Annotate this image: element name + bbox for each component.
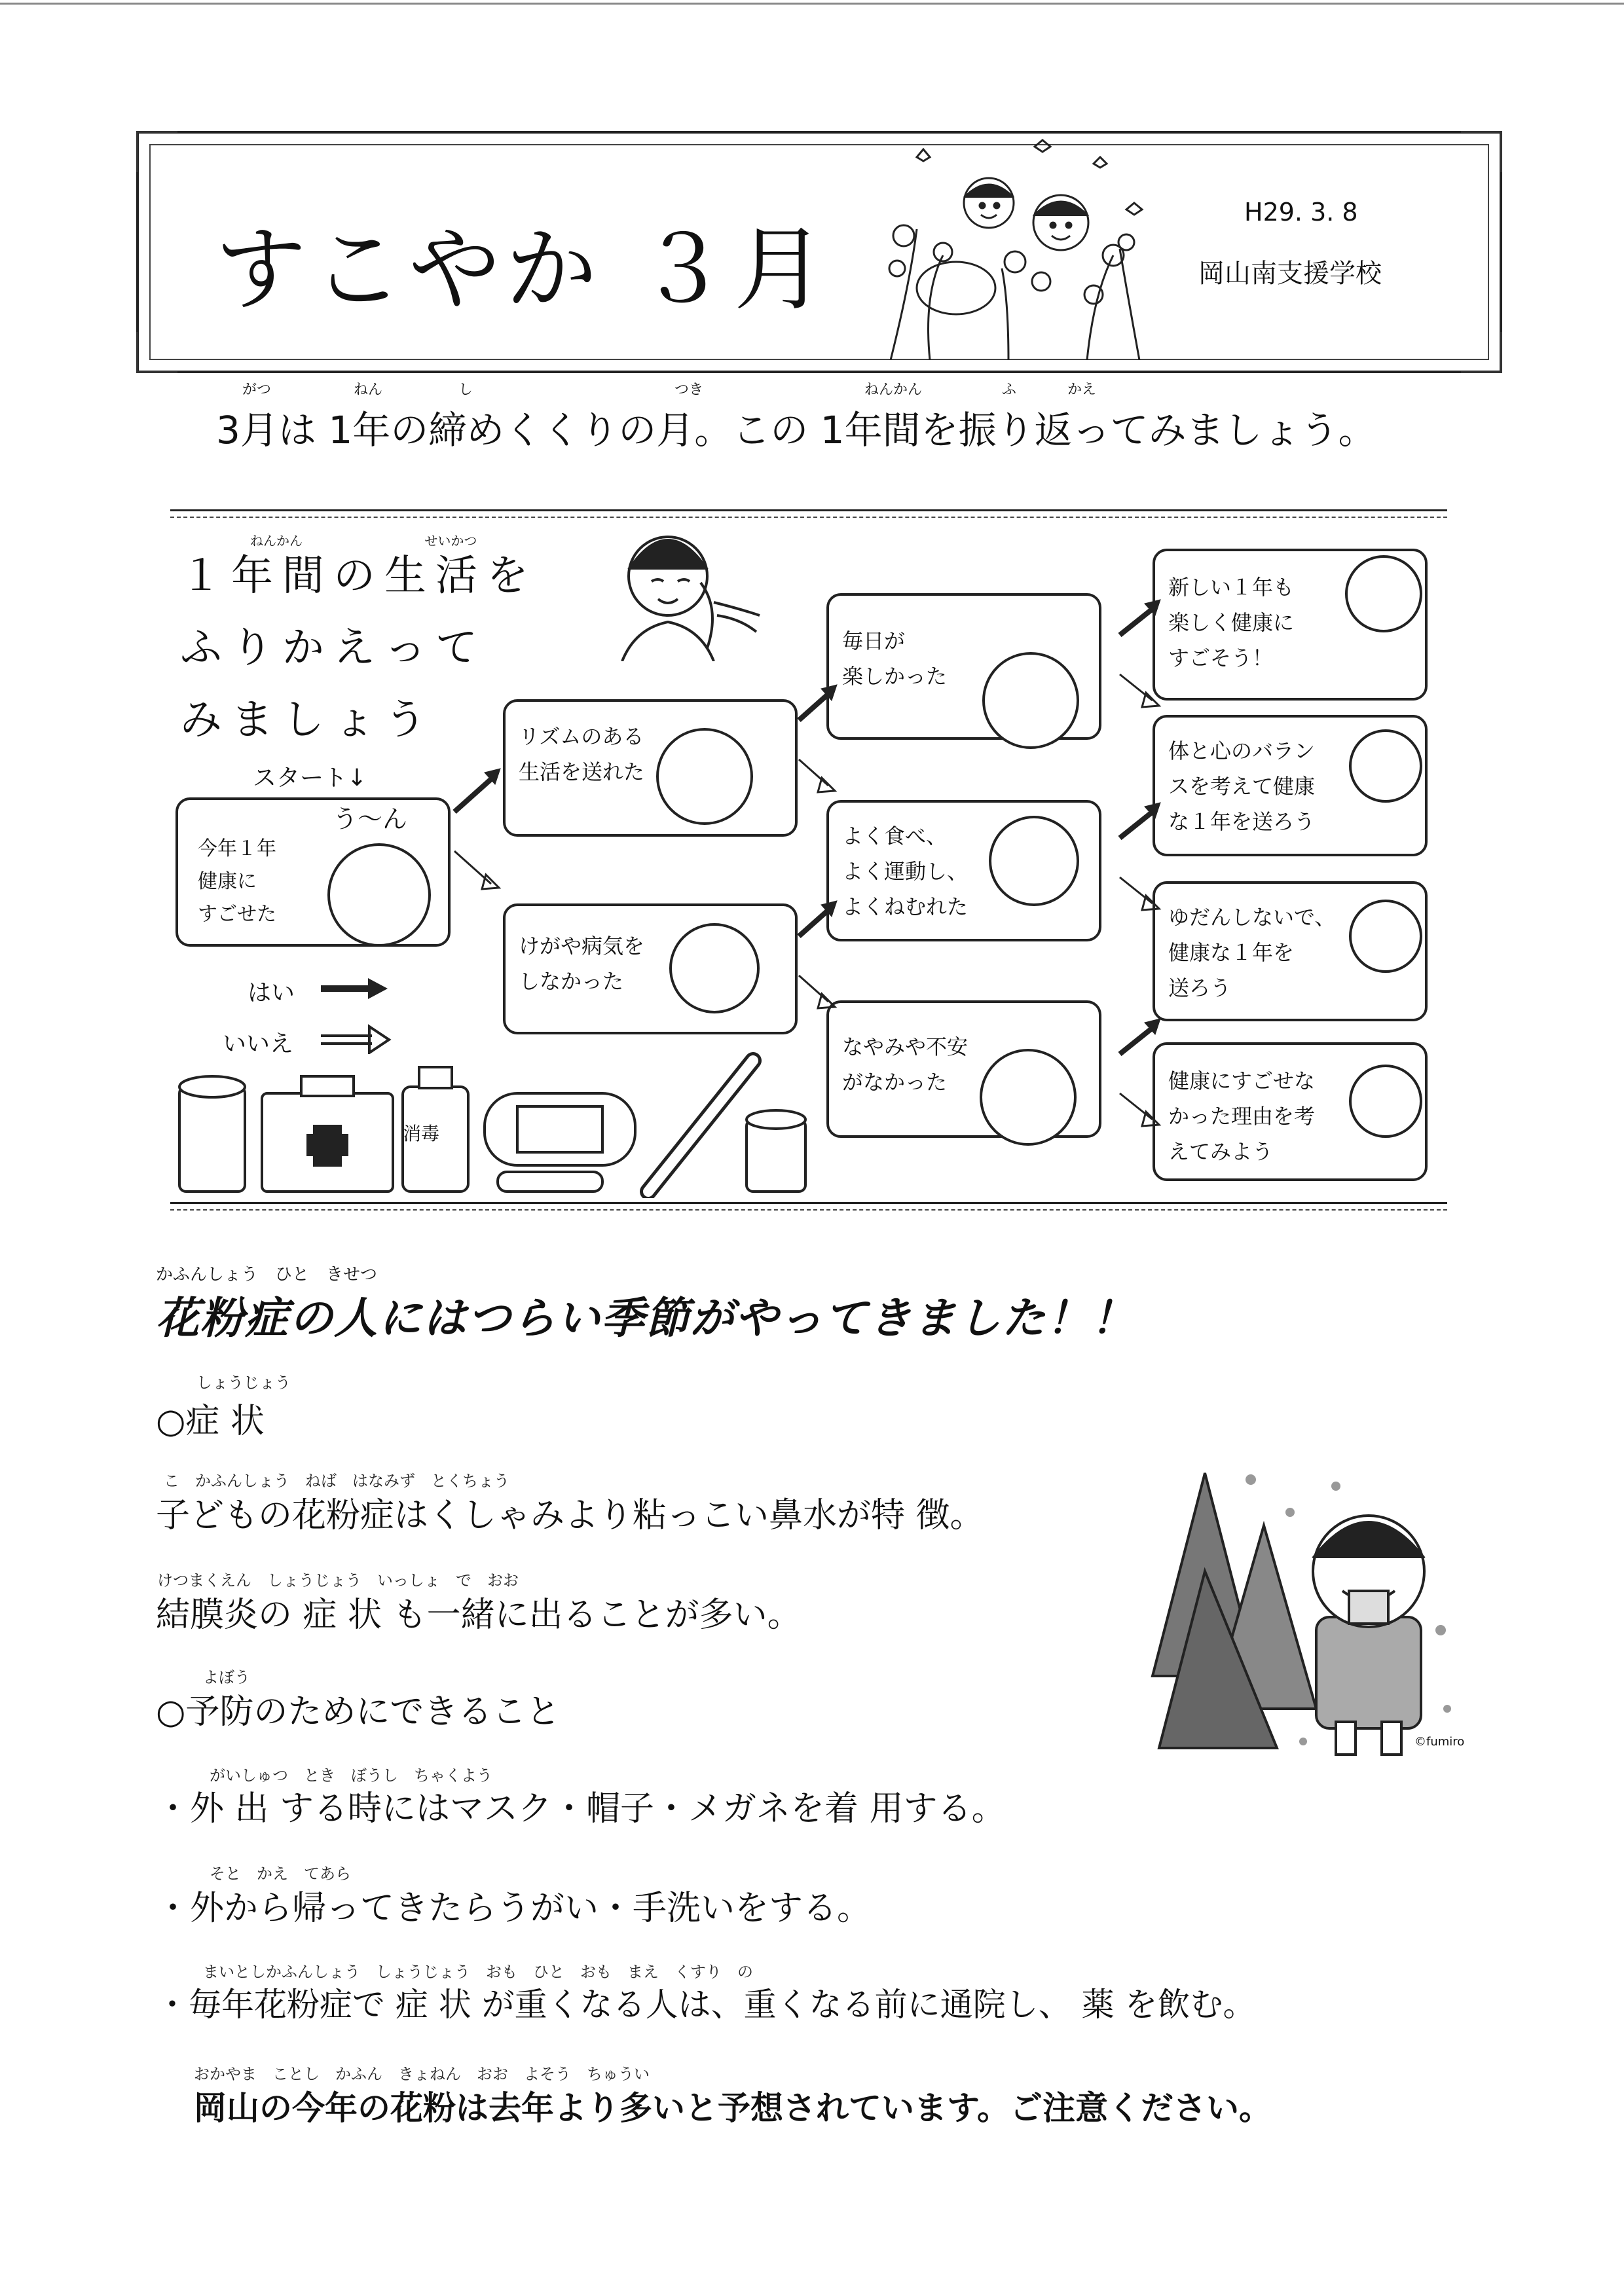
box-line: しなかった — [519, 969, 624, 994]
prevention-item: ・毎年花粉症で 症 状 が重くなる人は、重くなる前に通院し、 薬 を飲む。 — [156, 1986, 1256, 2024]
box-line: すごせた — [198, 903, 276, 926]
ruby-text: しょうじょう — [196, 1374, 291, 1392]
ruby-text: ふ — [1002, 382, 1017, 398]
box-line: な１年を送ろう — [1168, 809, 1316, 834]
box-line: がなかった — [842, 1070, 948, 1095]
closing-note: 岡山の今年の花粉は去年より多いと予想されています。ご注意ください。 — [194, 2089, 1272, 2127]
ruby-text: せいかつ — [424, 533, 477, 549]
flow-end-box-1 — [1153, 549, 1428, 701]
child-girl-icon — [1349, 900, 1422, 973]
child-crying-icon — [1349, 1065, 1422, 1138]
box-line: よくねむれた — [842, 894, 969, 919]
pollen-heading: 花粉症の人にはつらい季節がやってきました！！ — [156, 1293, 1135, 1343]
intro-text: 3月は 1年の締めくくりの月。この 1年間を振り返ってみましょう。 — [216, 408, 1376, 452]
ruby-text: よぼう — [203, 1668, 250, 1686]
box-line: 送ろう — [1168, 975, 1232, 1000]
illustration-credit: ©fumiro — [1414, 1735, 1465, 1749]
box-line: 楽しく健康に — [1168, 610, 1295, 635]
box-line: スを考えて健康 — [1168, 774, 1316, 799]
ruby-text: そと かえ てあら — [210, 1865, 351, 1883]
thought-text: う～ん — [333, 805, 408, 833]
frame-corner — [1461, 332, 1502, 373]
ruby-text: こ かふんしょう ねば はなみず とくちょう — [164, 1472, 509, 1490]
flow-end-box-2 — [1153, 715, 1428, 856]
heading-ruby: かふんしょう ひと きせつ — [156, 1265, 378, 1285]
ruby-text: ねん — [354, 382, 383, 398]
ruby-text: ねんかん — [864, 382, 923, 398]
box-line: よく食べ、 — [842, 824, 948, 848]
ruby-text: がいしゅつ とき ぼうし ちゃくよう — [210, 1766, 492, 1785]
ruby-text: まいとしかふんしょう しょうじょう おも ひと おも まえ くすり の — [203, 1963, 753, 1981]
ruby-text: かえ — [1067, 382, 1097, 398]
top-edge-line — [0, 3, 1624, 5]
box-line: なやみや不安 — [842, 1034, 969, 1059]
ruby-text: けつまくえん しょうじょう いっしょ で おお — [157, 1571, 519, 1590]
box-line: ゆだんしないで、 — [1168, 905, 1336, 930]
prevention-title: ○予防のためにできること — [156, 1692, 561, 1732]
flowchart-top-border — [170, 509, 1447, 518]
health-items-illustration — [177, 1048, 819, 1198]
box-line: 健康な１年を — [1168, 940, 1295, 965]
box-line: 毎日が — [842, 629, 906, 653]
box-line: けがや病気を — [519, 934, 645, 958]
flow-arrows — [445, 543, 1166, 1133]
box-line: 楽しかった — [842, 664, 948, 689]
flowchart-title-line: ふりかえって — [180, 624, 487, 672]
box-line: えてみよう — [1168, 1139, 1274, 1164]
flow-end-box-3 — [1153, 881, 1428, 1021]
box-line: リズムのある — [519, 724, 644, 749]
school-name: 岡山南支援学校 — [1198, 259, 1382, 289]
page-title: すこやか ３月 — [215, 217, 831, 323]
prevention-item: ・外から帰ってきたらうがい・手洗いをする。 — [156, 1889, 872, 1928]
box-line: 新しい１年も — [1168, 575, 1295, 600]
box-line: すごそう！ — [1168, 646, 1274, 670]
box-line: 健康に — [198, 870, 257, 893]
flowchart-title-line: みましょう — [180, 696, 435, 744]
legend-yes-label: はい — [248, 979, 295, 1006]
legend-no-label: いいえ — [223, 1030, 294, 1057]
frame-corner — [136, 332, 177, 373]
prevention-item: ・外 出 する時にはマスク・帽子・メガネを着 用する。 — [156, 1789, 1006, 1829]
ruby-text: おかやま ことし かふん きょねん おお よそう ちゅうい — [194, 2065, 650, 2083]
legend-arrows — [321, 975, 393, 1054]
box-line: 今年１年 — [198, 837, 276, 860]
frame-corner — [136, 131, 177, 172]
symptom-line: 子どもの花粉症はくしゃみより粘っこい鼻水が特 徴。 — [156, 1496, 984, 1535]
issue-date: H29. 3. 8 — [1244, 198, 1358, 227]
box-line: よく運動し、 — [842, 859, 969, 884]
ruby-text: ねんかん — [250, 533, 303, 549]
box-line: 生活を送れた — [519, 759, 645, 784]
ruby-text: がつ — [242, 382, 272, 398]
pollen-child-illustration — [1139, 1460, 1467, 1761]
symptom-line: 結膜炎の 症 状 も一緒に出ることが多い。 — [156, 1595, 802, 1635]
ruby-text: し — [458, 382, 473, 398]
start-box — [175, 797, 451, 947]
flow-end-box-4 — [1153, 1042, 1428, 1181]
flowchart-bottom-border — [170, 1202, 1447, 1211]
symptoms-title: ○症 状 — [156, 1402, 265, 1441]
intro-ruby — [216, 378, 1395, 397]
child-smile-icon — [1349, 729, 1422, 803]
frame-corner — [1461, 131, 1502, 172]
box-line: 健康にすごせな — [1168, 1068, 1316, 1093]
disinfect-label: 消毒 — [403, 1123, 440, 1144]
children-flowers-illustration — [877, 137, 1166, 360]
child-cheer-icon — [1345, 555, 1422, 632]
ruby-text: つき — [674, 382, 704, 398]
child-face-icon — [327, 843, 431, 947]
box-line: かった理由を考 — [1168, 1104, 1316, 1129]
start-label: スタート↓ — [253, 765, 367, 792]
flowchart-title-line: １年間の生活を — [180, 552, 538, 600]
box-line: 体と心のバラン — [1168, 738, 1316, 763]
